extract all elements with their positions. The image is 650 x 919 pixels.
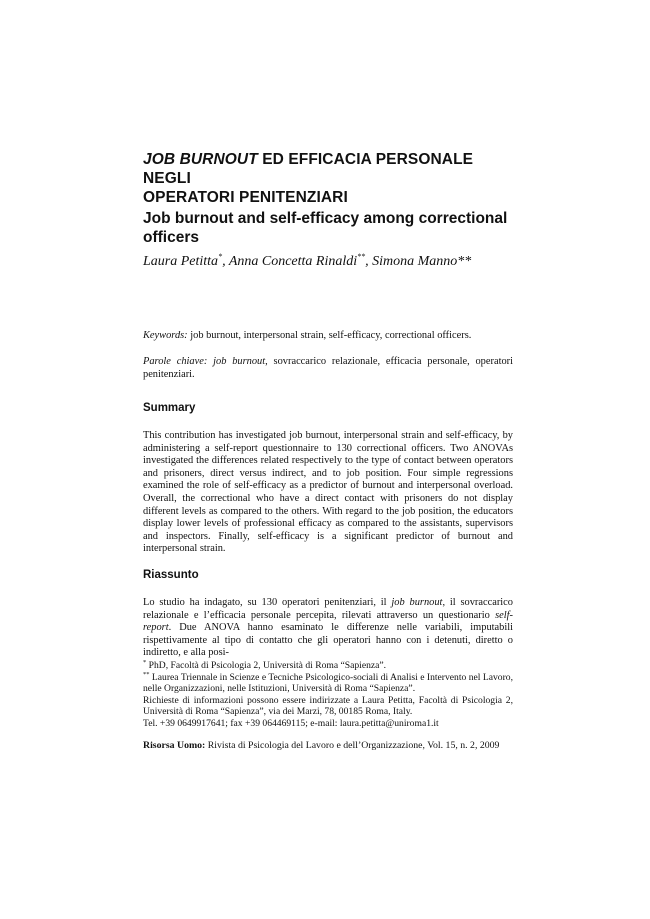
- riassunto-part-2: , il sovraccarico relazionale e l’efficacia personale percepita, rilevati attraverso un questionario: [143, 597, 513, 621]
- english-title-line1: Job burnout and self-efficacy among correctional: [143, 210, 508, 227]
- parole-chiave-text: , sovraccarico relazionale, efficacia personale, operatori penitenziari.: [143, 356, 513, 380]
- riassunto-italic-2: self-report: [143, 609, 513, 634]
- footnote-contact: Richieste di informazioni possono essere indirizzate a Laura Petitta, Facoltà di Psicologia 2, Università di Roma “Sapienza”, via dei Marzi, 78, 00185 Roma, Italy.: [143, 694, 513, 718]
- italian-title-rest: ED EFFICACIA PERSONALE NEGLI: [143, 151, 474, 187]
- author-separator-2: ,: [365, 254, 373, 269]
- riassunto-italic-1: job burnout: [391, 597, 443, 608]
- italian-title-line2: OPERATORI PENITENZIARI: [143, 189, 348, 206]
- author-1: Laura Petitta: [143, 254, 219, 269]
- footnote-2-mark: **: [143, 670, 150, 678]
- riassunto-heading: Riassunto: [143, 569, 199, 581]
- english-title-line2: officers: [143, 229, 199, 246]
- parole-chiave-italic: job burnout: [207, 356, 266, 367]
- footnotes: [143, 660, 513, 730]
- riassunto-body: [143, 597, 513, 660]
- author-list: [143, 253, 513, 271]
- riassunto-part-1: Lo studio ha indagato, su 130 operatori penitenziari, il: [143, 597, 392, 608]
- parole-chiave-line: [143, 356, 513, 381]
- keywords-line: [143, 330, 513, 343]
- english-title: [143, 209, 513, 247]
- author-3: Simona Manno**: [372, 254, 472, 269]
- footnote-2: [143, 672, 513, 695]
- footnote-1-text: PhD, Facoltà di Psicologia 2, Università di Roma “Sapienza”.: [146, 660, 387, 671]
- author-1-mark: *: [218, 252, 223, 261]
- author-2: Anna Concetta Rinaldi: [228, 254, 358, 269]
- italian-title: [143, 150, 513, 207]
- author-2-mark: **: [357, 252, 366, 261]
- summary-body: This contribution has investigated job burnout, interpersonal strain and self-efficacy, by administering a self-report questionnaire to 130 correctional officers. Two ANOVAs investigated the differences related respectively to the type of contact between operators and prisoners, direct versus indirect, and to job position. Four simple regressions examined the role of self-efficacy as a predictor of burnout and interpersonal overload. Overall, the correctional who have a direct contact with prisoners do not display different levels as compared to the others. With regard to the job position, the educators display lower levels of professional efficacy as compared to the assistants, supervisors and inspectors. Finally, self-efficacy is a significant predictor of burnout and interpersonal strain.: [143, 430, 513, 555]
- footnote-1: [143, 660, 513, 672]
- author-separator-1: ,: [222, 254, 229, 269]
- journal-citation: [143, 740, 513, 752]
- italian-title-italic: JOB BURNOUT: [143, 151, 258, 168]
- keywords-label: Keywords:: [143, 330, 188, 341]
- journal-name: Risorsa Uomo:: [143, 740, 206, 751]
- parole-chiave-label: Parole chiave:: [143, 356, 208, 367]
- summary-heading: Summary: [143, 402, 196, 414]
- footnote-phone-email: Tel. +39 0649917641; fax +39 064469115; e-mail: laura.petitta@uniroma1.it: [143, 717, 439, 729]
- keywords-text: job burnout, interpersonal strain, self-efficacy, correctional officers.: [187, 330, 472, 341]
- footnote-1-mark: *: [143, 659, 147, 666]
- journal-details: Rivista di Psicologia del Lavoro e dell’Organizzazione, Vol. 15, n. 2, 2009: [205, 740, 500, 751]
- footnote-2-text: Laurea Triennale in Scienze e Tecniche Psicologico-sociali di Analisi e Intervento nel Lavoro, nelle Organizzazioni, nelle Istituzioni, Università di Roma “Sapienza”.: [143, 671, 513, 695]
- riassunto-part-3: . Due ANOVA hanno esaminato le differenze nelle variabili, imputabili rispettivamente al tipo di contatto che gli operatori hanno con i detenuti, diretto o indiretto, e alla posi-: [143, 622, 513, 659]
